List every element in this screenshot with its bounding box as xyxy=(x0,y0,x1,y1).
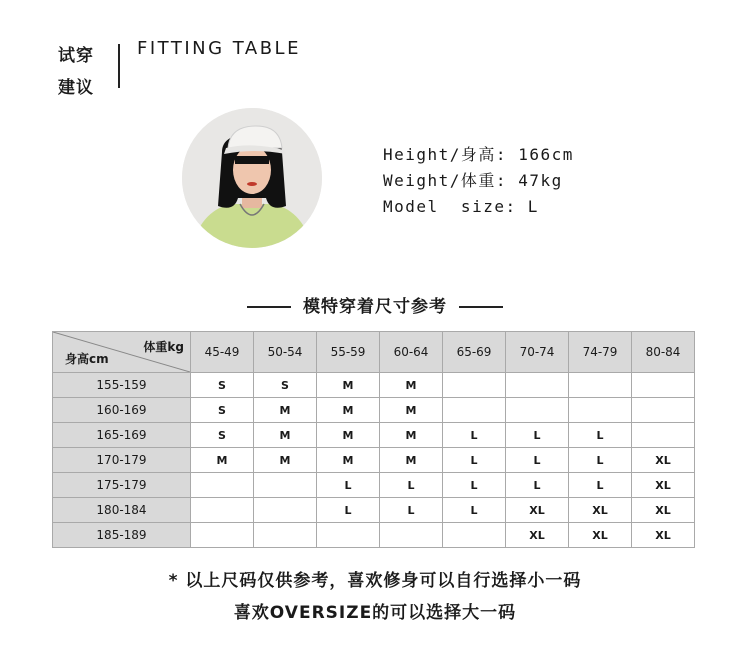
size-cell: L xyxy=(506,448,569,473)
size-cell xyxy=(317,523,380,548)
size-cell: M xyxy=(254,448,317,473)
size-cell: S xyxy=(191,398,254,423)
corner-weight-label: 体重kg xyxy=(143,340,184,354)
title-rule-left xyxy=(247,306,291,308)
weight-header: 70-74 xyxy=(506,332,569,373)
size-cell: M xyxy=(317,373,380,398)
size-cell: M xyxy=(380,423,443,448)
size-cell: M xyxy=(317,423,380,448)
header-cn-title xyxy=(58,40,94,104)
size-cell: S xyxy=(191,423,254,448)
size-cell: L xyxy=(569,423,632,448)
table-header-row xyxy=(53,332,695,373)
weight-header: 55-59 xyxy=(317,332,380,373)
size-table xyxy=(52,331,695,548)
size-cell: XL xyxy=(506,498,569,523)
size-cell: L xyxy=(443,448,506,473)
size-cell: M xyxy=(254,423,317,448)
table-row xyxy=(53,373,695,398)
height-label: 160-169 xyxy=(53,398,191,423)
note-line-2: 喜欢OVERSIZE的可以选择大一码 xyxy=(233,603,517,623)
model-size: Model size: L xyxy=(383,197,539,216)
size-cell xyxy=(569,398,632,423)
size-cell xyxy=(632,373,695,398)
size-cell xyxy=(191,498,254,523)
section-title xyxy=(0,292,750,317)
weight-header: 80-84 xyxy=(632,332,695,373)
size-cell: L xyxy=(317,498,380,523)
size-cell xyxy=(443,523,506,548)
title-rule-right xyxy=(459,306,503,308)
size-cell xyxy=(254,473,317,498)
size-cell xyxy=(254,498,317,523)
section-title-text: 模特穿着尺寸参考 xyxy=(303,297,447,317)
size-cell xyxy=(632,398,695,423)
size-cell: L xyxy=(443,498,506,523)
weight-header: 74-79 xyxy=(569,332,632,373)
model-height: Height/身高: 166cm xyxy=(383,145,574,164)
size-cell: L xyxy=(506,473,569,498)
size-cell xyxy=(569,373,632,398)
size-cell: L xyxy=(569,448,632,473)
table-row xyxy=(53,523,695,548)
size-cell xyxy=(254,523,317,548)
table-row xyxy=(53,448,695,473)
size-cell: M xyxy=(380,398,443,423)
corner-cell xyxy=(53,332,191,373)
size-cell: L xyxy=(443,423,506,448)
header-cn-line2: 建议 xyxy=(58,78,94,98)
weight-header: 45-49 xyxy=(191,332,254,373)
size-cell xyxy=(443,398,506,423)
corner-height-label: 身高cm xyxy=(65,352,109,366)
size-cell: XL xyxy=(632,473,695,498)
header-en-title: FITTING TABLE xyxy=(137,38,301,59)
model-weight: Weight/体重: 47kg xyxy=(383,171,563,190)
size-cell xyxy=(380,523,443,548)
size-cell: M xyxy=(317,398,380,423)
size-cell xyxy=(191,523,254,548)
header-divider xyxy=(118,44,120,88)
size-cell: S xyxy=(191,373,254,398)
size-cell xyxy=(506,398,569,423)
size-cell: XL xyxy=(632,448,695,473)
size-cell xyxy=(191,473,254,498)
size-cell: XL xyxy=(632,523,695,548)
size-cell: L xyxy=(569,473,632,498)
size-cell xyxy=(506,373,569,398)
size-cell: L xyxy=(443,473,506,498)
weight-header: 65-69 xyxy=(443,332,506,373)
model-photo-illustration xyxy=(182,108,322,248)
size-cell: M xyxy=(191,448,254,473)
size-cell: M xyxy=(380,448,443,473)
size-cell: XL xyxy=(506,523,569,548)
table-row xyxy=(53,498,695,523)
model-avatar xyxy=(182,108,322,248)
weight-header: 50-54 xyxy=(254,332,317,373)
model-info xyxy=(383,142,574,220)
weight-header: 60-64 xyxy=(380,332,443,373)
size-cell: S xyxy=(254,373,317,398)
size-cell: L xyxy=(380,498,443,523)
size-cell: L xyxy=(380,473,443,498)
height-label: 165-169 xyxy=(53,423,191,448)
size-cell: XL xyxy=(632,498,695,523)
size-cell xyxy=(443,373,506,398)
height-label: 170-179 xyxy=(53,448,191,473)
header-cn-line1: 试穿 xyxy=(58,46,94,66)
size-cell: XL xyxy=(569,523,632,548)
size-cell: M xyxy=(317,448,380,473)
size-cell xyxy=(632,423,695,448)
height-label: 155-159 xyxy=(53,373,191,398)
height-label: 175-179 xyxy=(53,473,191,498)
size-cell: L xyxy=(317,473,380,498)
height-label: 180-184 xyxy=(53,498,191,523)
height-label: 185-189 xyxy=(53,523,191,548)
size-cell: M xyxy=(380,373,443,398)
size-cell: L xyxy=(506,423,569,448)
table-row xyxy=(53,473,695,498)
table-row xyxy=(53,423,695,448)
size-cell: M xyxy=(254,398,317,423)
size-cell: XL xyxy=(569,498,632,523)
table-row xyxy=(53,398,695,423)
note-line-1: * 以上尺码仅供参考，喜欢修身可以自行选择小一码 xyxy=(168,571,582,591)
